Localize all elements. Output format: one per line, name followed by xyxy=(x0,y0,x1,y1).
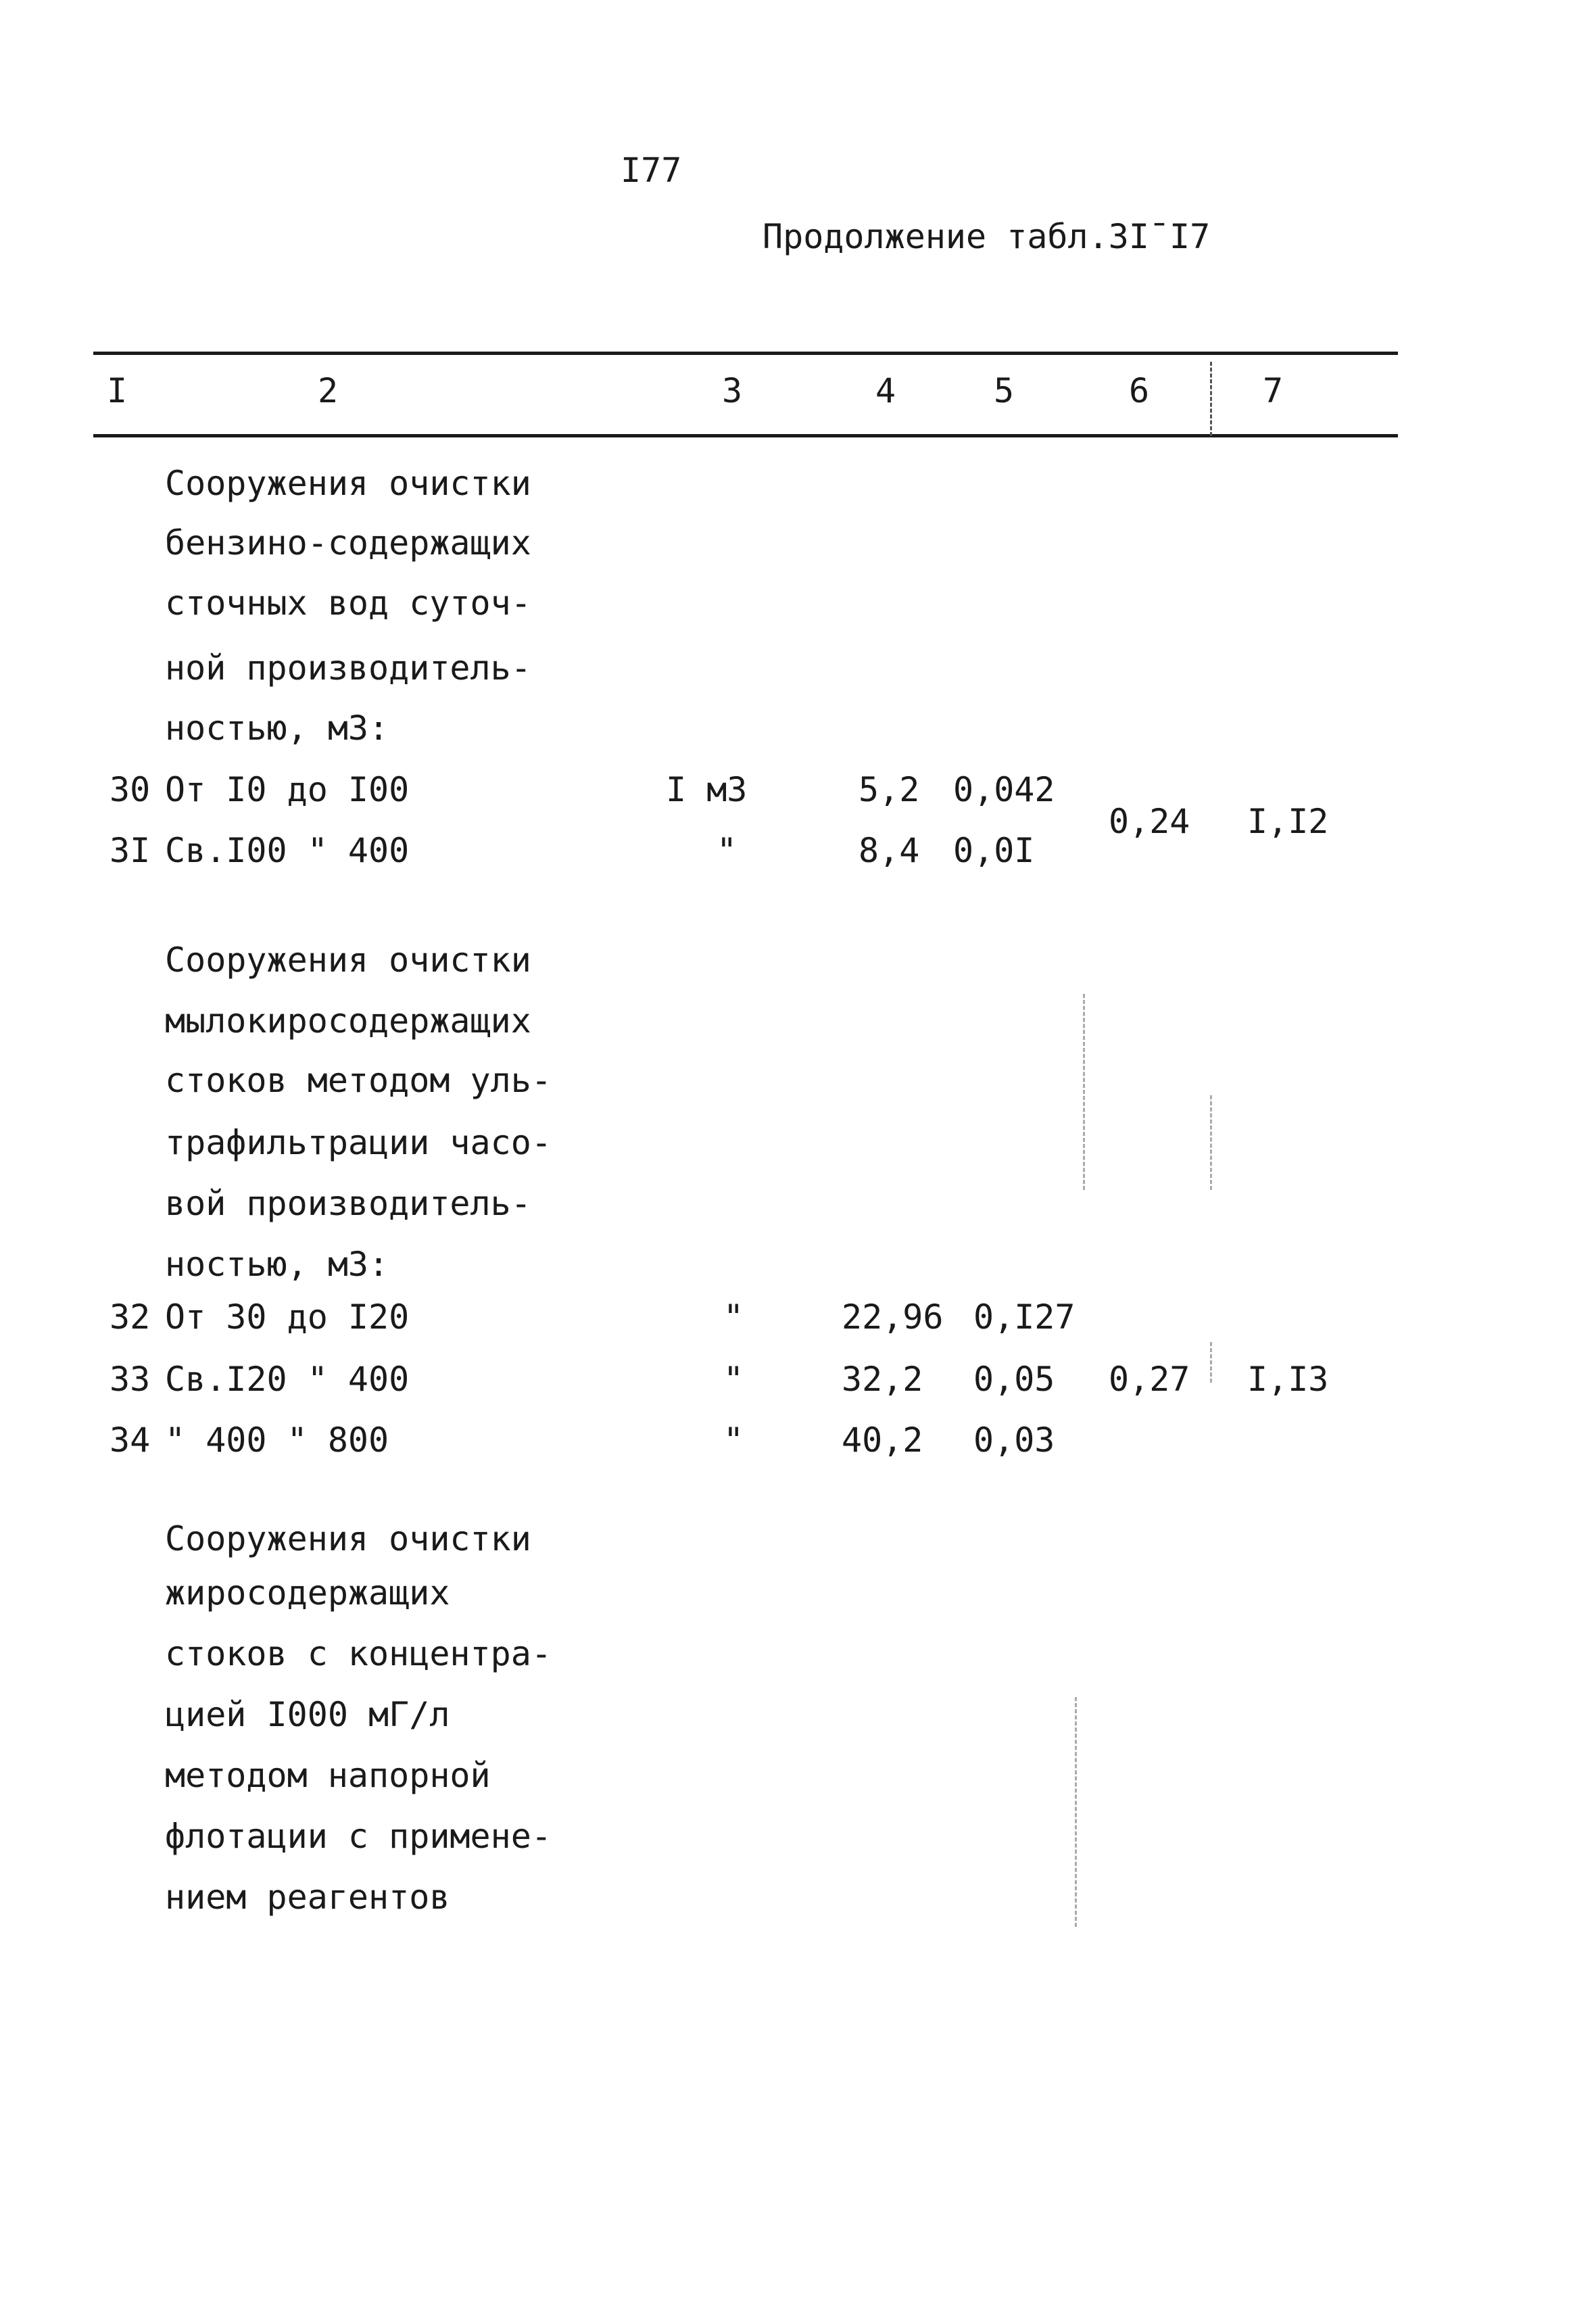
group-col6-value: 0,27 xyxy=(1109,1360,1190,1399)
section-title-line: сточных вод суточ- xyxy=(165,583,531,623)
column-header: 5 xyxy=(994,371,1015,410)
table-heading: Продолжение табл.3I¯I7 xyxy=(763,217,1211,256)
section-title-line: бензино-содержащих xyxy=(165,523,531,563)
section-title-line: Сооружения очистки xyxy=(165,464,531,503)
row-number: 30 xyxy=(110,770,151,809)
row-col5: 0,05 xyxy=(973,1360,1055,1399)
column-separator xyxy=(1210,362,1212,436)
row-col5: 0,03 xyxy=(973,1421,1055,1460)
column-separator xyxy=(1210,1342,1212,1383)
row-number: 32 xyxy=(110,1297,151,1337)
section-title-line: трафильтрации часо- xyxy=(165,1123,552,1162)
row-number: 34 xyxy=(110,1421,151,1460)
row-col4: 5,2 xyxy=(859,770,920,809)
column-header: 3 xyxy=(722,371,743,410)
section-title-line: мылокиросодержащих xyxy=(165,1001,531,1041)
row-col5: 0,0I xyxy=(953,831,1035,870)
section-title-line: Сооружения очистки xyxy=(165,1519,531,1558)
row-col4: 22,96 xyxy=(842,1297,944,1337)
row-col4: 8,4 xyxy=(859,831,920,870)
row-name: От 30 до I20 xyxy=(165,1297,410,1337)
header-bottom-rule xyxy=(93,434,1398,437)
section-title-line: жиросодержащих xyxy=(165,1573,450,1613)
column-separator xyxy=(1075,1697,1077,1927)
section-title-line: флотации с примене- xyxy=(165,1817,552,1856)
row-col5: 0,I27 xyxy=(973,1297,1075,1337)
column-header: 4 xyxy=(875,371,896,410)
group-col7-value: I,I2 xyxy=(1247,802,1329,841)
group-col6-value: 0,24 xyxy=(1109,802,1190,841)
section-title-line: Сооружения очистки xyxy=(165,940,531,980)
section-title-line: цией I000 мГ/л xyxy=(165,1695,450,1734)
section-title-line: методом напорной xyxy=(165,1756,491,1795)
section-title-line: ной производитель- xyxy=(165,648,531,688)
page-number: I77 xyxy=(621,151,682,190)
column-header: 7 xyxy=(1263,371,1284,410)
row-number: 3I xyxy=(110,831,151,870)
row-col4: 40,2 xyxy=(842,1421,923,1460)
column-separator xyxy=(1083,994,1085,1190)
section-title-line: ностью, м3: xyxy=(165,709,389,748)
row-name: " 400 " 800 xyxy=(165,1421,389,1460)
column-header: 2 xyxy=(318,371,339,410)
column-separator xyxy=(1210,1095,1212,1190)
row-unit: " xyxy=(723,1297,744,1337)
row-unit: " xyxy=(723,1360,744,1399)
section-title-line: нием реагентов xyxy=(165,1878,450,1917)
section-title-line: вой производитель- xyxy=(165,1184,531,1223)
section-title-line: стоков с концентра- xyxy=(165,1634,552,1673)
row-col5: 0,042 xyxy=(953,770,1055,809)
section-title-line: стоков методом уль- xyxy=(165,1061,552,1100)
row-col4: 32,2 xyxy=(842,1360,923,1399)
row-name: Св.I20 " 400 xyxy=(165,1360,410,1399)
row-unit: " xyxy=(717,831,737,870)
row-name: Св.I00 " 400 xyxy=(165,831,410,870)
column-header: I xyxy=(107,371,128,410)
row-name: От I0 до I00 xyxy=(165,770,410,809)
group-col7-value: I,I3 xyxy=(1247,1360,1329,1399)
row-number: 33 xyxy=(110,1360,151,1399)
row-unit: " xyxy=(723,1421,744,1460)
section-title-line: ностью, м3: xyxy=(165,1245,389,1284)
column-header: 6 xyxy=(1129,371,1150,410)
header-top-rule xyxy=(93,352,1398,355)
row-unit: I м3 xyxy=(666,770,748,809)
